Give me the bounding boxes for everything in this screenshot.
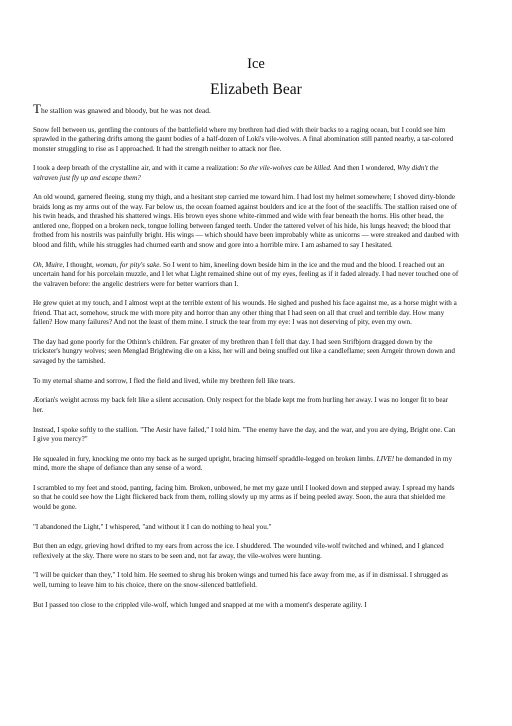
story-body bbox=[33, 104, 459, 726]
story-paragraph bbox=[33, 484, 459, 513]
paragraph-text: He grew quiet at my touch, and I almost wept at the terrible extent of his wounds. He sighed and pushed his face against me, as a horse might with a friend. That act, somehow, struck me with more pity and horror than any other thing that I had seen on all that cruel and terrible day. How many fallen? How many failures? And not the least of them mine. I struck the tear from my eye: I was not deserving of pity, even my own. bbox=[33, 299, 457, 327]
paragraph-text: But I passed too close to the crippled vile-wolf, which lunged and snapped at me with a moment's desperate agility. I bbox=[33, 600, 367, 609]
story-paragraph bbox=[33, 126, 459, 155]
paragraph-text: The day had gone poorly for the Othinn's children. Far greater of my brethren than I fell that day. I had seen Strifbjorn dragged down by the trickster's hungry wolves; seen Menglad Brightwing die on a kiss, her will and being snuffed out like a candleflame; seen Arngeir thrown down and savaged by the tarnished. bbox=[33, 337, 455, 365]
paragraph-text: he demanded in my mind, more the shape of defiance than any sense of a word. bbox=[33, 454, 453, 473]
paragraph-text: Æorian's weight across my back felt like a silent accusation. Only respect for the blade kept me from hurling her away. I was no longer fit to bear her. bbox=[33, 396, 449, 414]
paragraph-text: But then an edgy, grieving howl drifted to my ears from across the ice. I shuddered. The wounded vile-wolf twitched and whined, and I glanced reflexively at the sky. There were no stars to be seen and, not far away, the vile-wolves were hunting. bbox=[33, 542, 444, 560]
paragraph-text: So I went to him, kneeling down beside him in the ice and the mud and the blood. I reached out an uncertain hand for his porcelain muzzle, and I let what Light remained shine out of my eyes, feeling as if it faded already. I had never touched one of the valraven before: the angelic destriers were for better warriors than I. bbox=[33, 260, 459, 288]
paragraph-text: "I will be quicker than they," I told him. He seemed to shrug his broken wings and turned his face away from me, as if in dismissal. I shrugged as well, turning to leave him to his choice, there on the snow-silenced battlefield. bbox=[33, 571, 448, 589]
story-paragraph bbox=[33, 601, 459, 611]
paragraph-text: He squealed in fury, knocking me onto my back as he surged upright, bracing himself spraddle-legged on broken limbs. bbox=[33, 454, 377, 463]
paragraph-text: I took a deep breath of the crystalline air, and with it came a realization: bbox=[33, 164, 241, 173]
italic-text: Why didn't the valraven just fly up and escape them? bbox=[33, 164, 439, 182]
paragraph-text: And then I wondered, bbox=[331, 164, 398, 173]
paragraph-text: I thought, bbox=[64, 260, 96, 269]
story-paragraph bbox=[33, 164, 459, 183]
paragraph-text: "I abandoned the Light," I whispered, "and without it I can do nothing to heal you." bbox=[33, 522, 272, 531]
opening-text: he stallion was gnawed and bloody, but he was not dead. bbox=[40, 106, 211, 115]
story-paragraph bbox=[33, 426, 459, 445]
paragraph-text: I scrambled to my feet and stood, panting, facing him. Broken, unbowed, he met my gaze until I looked down and stepped away. I spread my hands so that he could see how the Light flickered back from them, rolling slowly up my arms as if being peeled away. Soon, the aura that shielded me would be gone. bbox=[33, 483, 455, 511]
italic-text: So the vile-wolves can be killed. bbox=[240, 164, 332, 173]
story-paragraph bbox=[33, 396, 459, 415]
paragraph-text: An old wound, garnered fleeing, stung my thigh, and a hesitant step carried me toward him. I had lost my helmet somewhere; I shoved dirty-blonde braids long as my arms out of the way. Far below us, the ocean foamed against boulders and ice at the foot of the seacliffs. The stallion raised one of his twin heads, and thrashed his shattered wings. His brown eyes shone white-rimmed and wide with fear beneath the horns. His other head, the antlered one, flopped on a broken neck, tongue lolling between fanged teeth. Under the tattered velvet of his hide, his lungs heaved; the blood that frothed from his nostrils was painfully bright. His wings — which should have been improbably white as unicorns — were streaked and daubed with blood and filth, while his struggles had churned earth and snow and gore into a horrible mire. I am ashamed to say I hesitated. bbox=[33, 193, 459, 249]
drop-cap: T bbox=[33, 104, 41, 116]
opening-paragraph bbox=[33, 104, 459, 116]
story-paragraph bbox=[33, 338, 459, 367]
paragraph-text: Instead, I spoke softly to the stallion. "The Aesir have failed," I told him. "The enemy have the day, and the war, and you are dying, Bright one. Can I give you mercy?" bbox=[33, 425, 456, 443]
italic-text: LIVE! bbox=[376, 454, 395, 463]
story-paragraph bbox=[33, 299, 459, 328]
story-paragraph bbox=[33, 377, 459, 387]
story-paragraph bbox=[33, 571, 459, 590]
italic-text: woman, for pity's sake. bbox=[95, 260, 162, 269]
paragraph-list bbox=[33, 126, 459, 611]
author-name: Elizabeth Bear bbox=[210, 81, 302, 98]
story-paragraph bbox=[33, 523, 459, 533]
story-paragraph bbox=[33, 455, 459, 474]
paragraph-text: To my eternal shame and sorrow, I fled the field and lived, while my brethren fell like tears. bbox=[33, 376, 295, 385]
italic-text: Oh, Muire, bbox=[33, 260, 65, 269]
story-paragraph bbox=[33, 261, 459, 290]
paragraph-text: Snow fell between us, gentling the contours of the battlefield where my brethren had died with their backs to a raging ocean, but I could see him sprawled in the gathering drifts among the gaunt bodies of a half-dozen of Loki's vile-wolves. A final abomination still panted nearby, a tar-colored monster struggling to rise as I approached. It had the strength neither to attack nor flee. bbox=[33, 125, 454, 153]
story-paragraph bbox=[33, 193, 459, 250]
story-title: Ice bbox=[247, 56, 265, 72]
story-paragraph bbox=[33, 542, 459, 561]
